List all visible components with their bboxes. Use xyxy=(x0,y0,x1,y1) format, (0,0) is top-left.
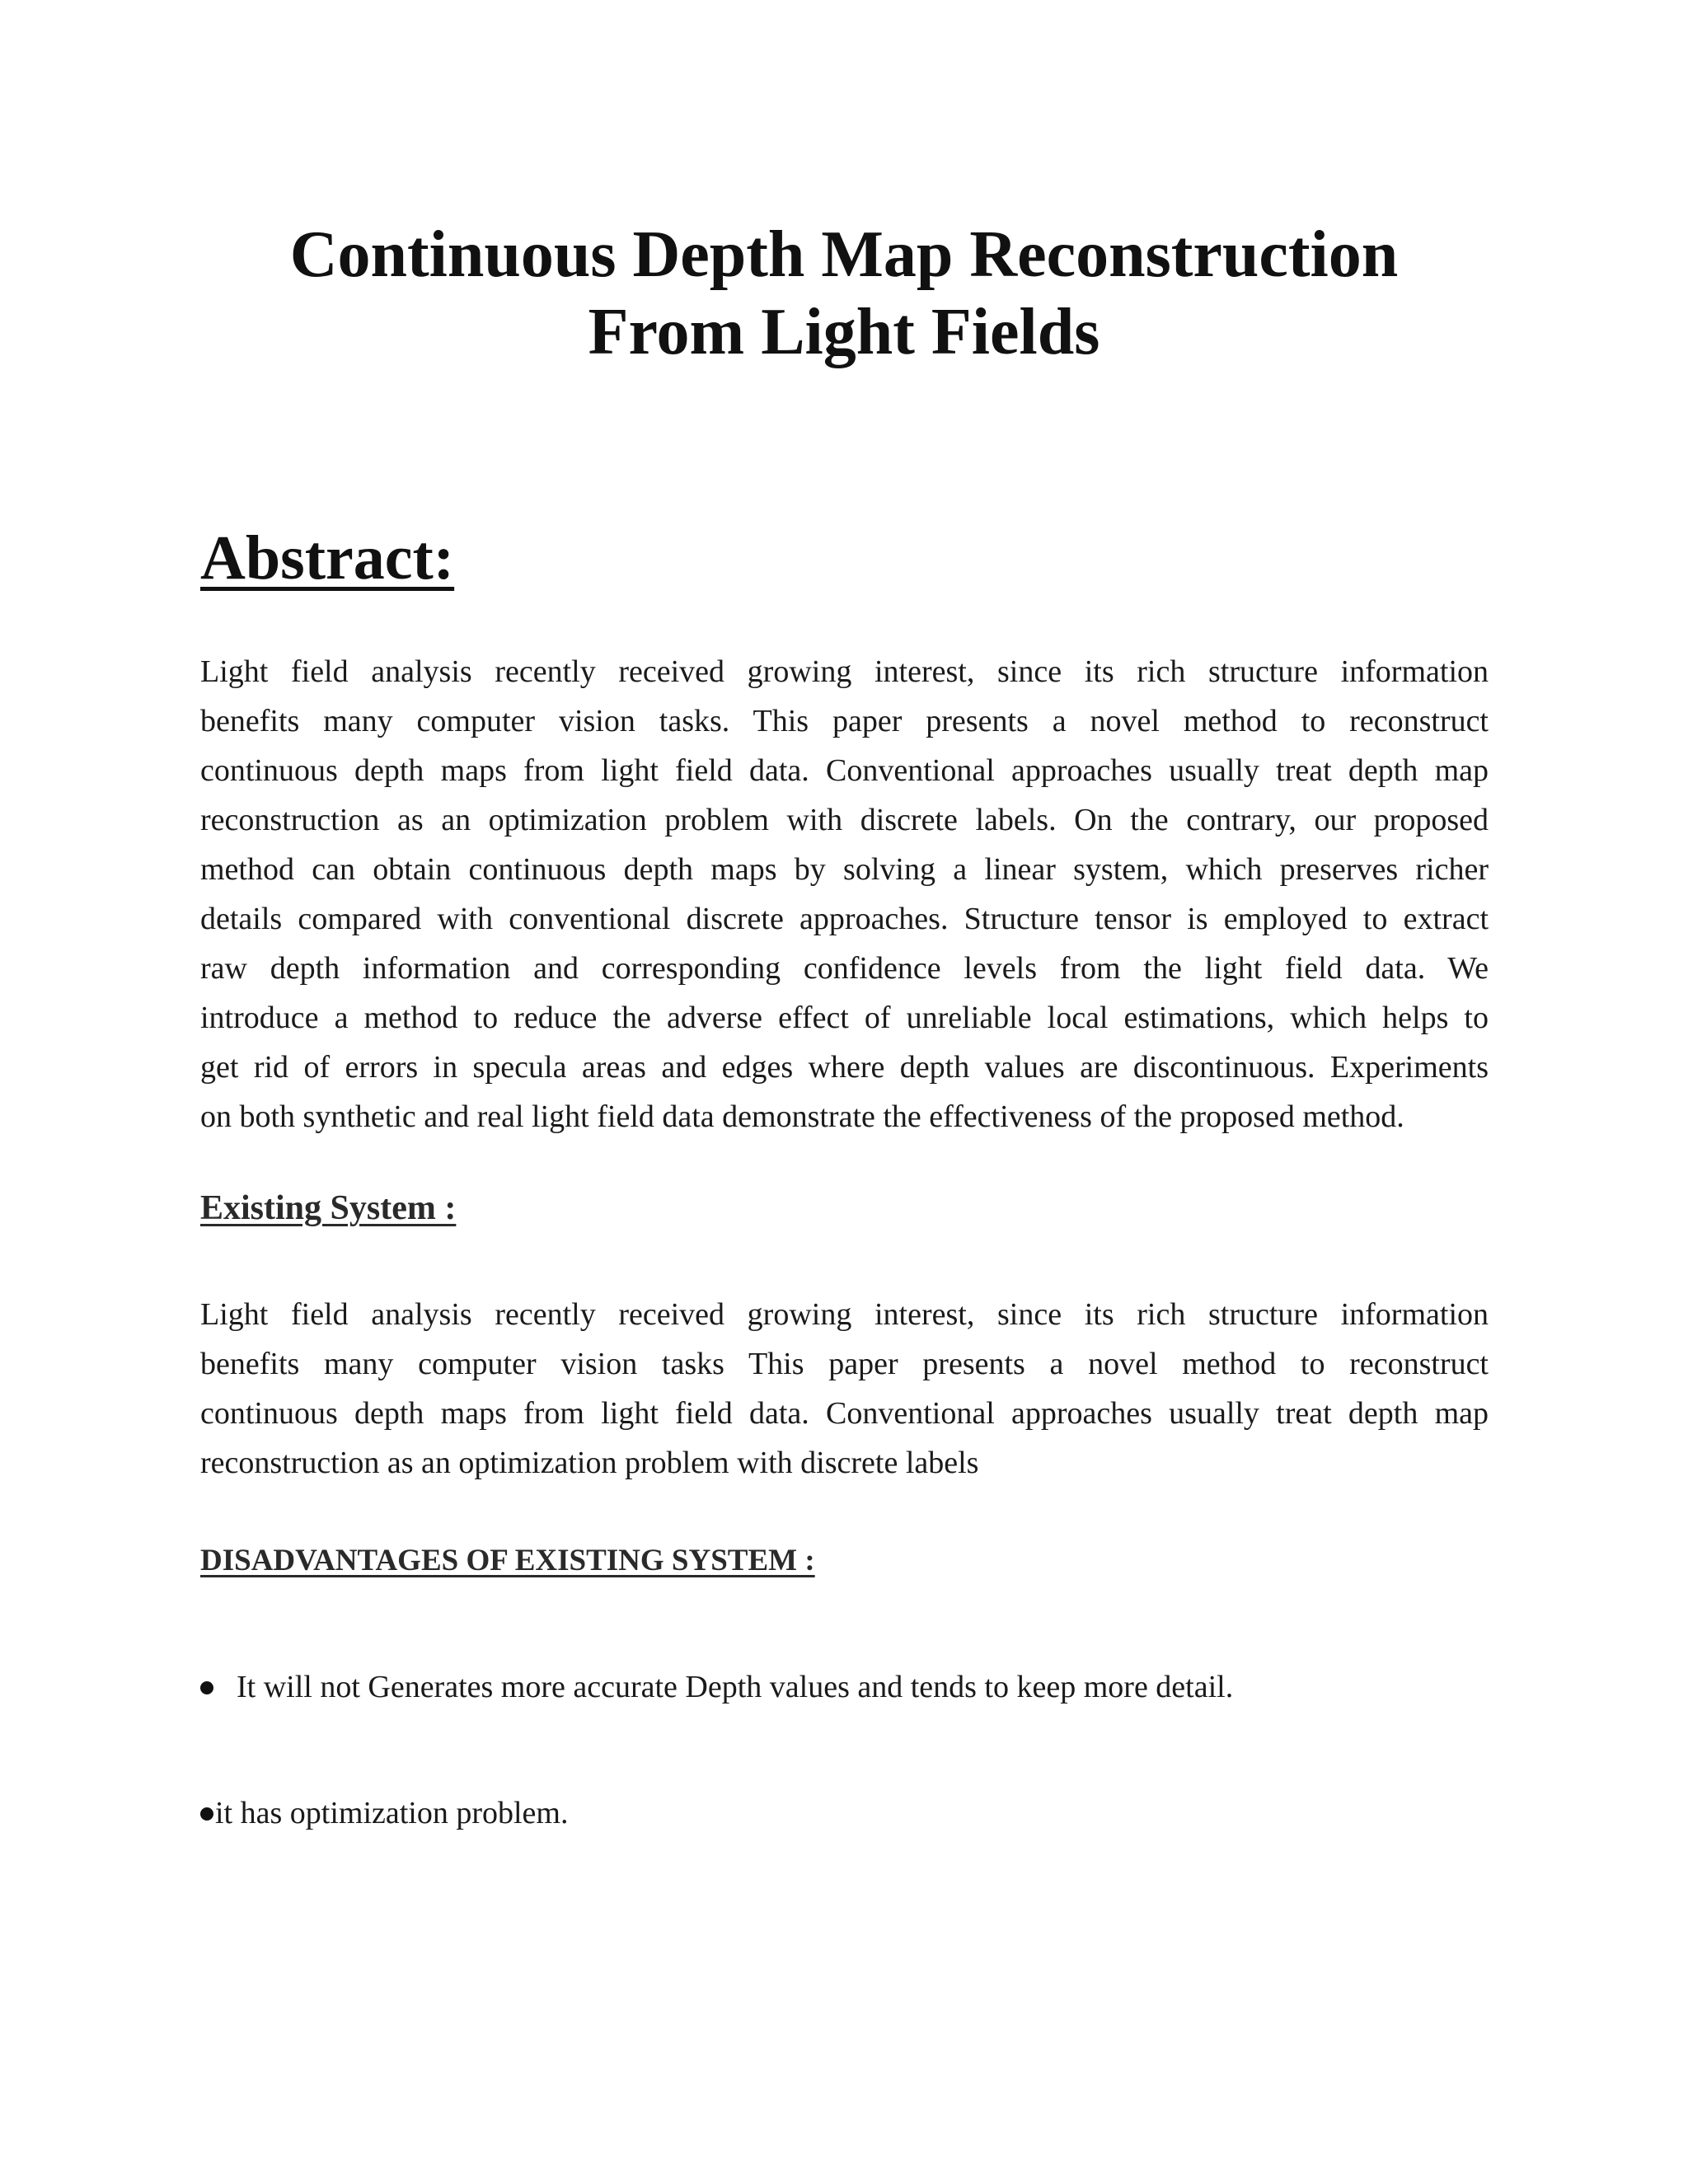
bullet-icon xyxy=(200,1681,213,1694)
existing-system-line: Light field analysis recently received growing interest, since its rich structure information xyxy=(200,1297,1489,1332)
disadvantages-heading: DISADVANTAGES OF EXISTING SYSTEM : xyxy=(200,1544,815,1577)
abstract-heading: Abstract: xyxy=(200,523,455,593)
abstract-line: method can obtain continuous depth maps by solving a linear system, which preserves richer xyxy=(200,852,1489,887)
abstract-line: introduce a method to reduce the adverse effect of unreliable local estimations, which helps to xyxy=(200,1001,1489,1035)
abstract-line: reconstruction as an optimization problem with discrete labels. On the contrary, our proposed xyxy=(200,803,1489,837)
title-line-2: From Light Fields xyxy=(588,296,1100,368)
abstract-paragraph xyxy=(200,647,1489,1141)
title-line-1: Continuous Depth Map Reconstruction xyxy=(289,218,1399,291)
abstract-line: benefits many computer vision tasks. This paper presents a novel method to reconstruct xyxy=(200,704,1489,738)
existing-system-line: benefits many computer vision tasks This paper presents a novel method to reconstruct xyxy=(200,1347,1489,1381)
page-title xyxy=(0,216,1688,371)
existing-system-heading: Existing System : xyxy=(200,1189,457,1227)
disadvantage-item xyxy=(200,1793,568,1834)
existing-system-paragraph xyxy=(200,1290,1489,1488)
abstract-line: on both synthetic and real light field data demonstrate the effectiveness of the proposed method. xyxy=(200,1099,1404,1134)
existing-system-line: continuous depth maps from light field data. Conventional approaches usually treat depth map xyxy=(200,1396,1489,1431)
abstract-line: get rid of errors in specula areas and edges where depth values are discontinuous. Experiments xyxy=(200,1050,1489,1085)
bullet-icon xyxy=(200,1807,213,1821)
existing-system-line: reconstruction as an optimization problem with discrete labels xyxy=(200,1446,979,1480)
abstract-line: continuous depth maps from light field data. Conventional approaches usually treat depth map xyxy=(200,753,1489,788)
disadvantage-text: It will not Generates more accurate Depth values and tends to keep more detail. xyxy=(237,1670,1234,1704)
abstract-line: raw depth information and corresponding confidence levels from the light field data. We xyxy=(200,951,1489,986)
abstract-line: Light field analysis recently received growing interest, since its rich structure information xyxy=(200,654,1489,689)
disadvantage-text: it has optimization problem. xyxy=(215,1796,569,1830)
disadvantage-item xyxy=(200,1666,1233,1708)
abstract-line: details compared with conventional discrete approaches. Structure tensor is employed to extract xyxy=(200,902,1489,936)
